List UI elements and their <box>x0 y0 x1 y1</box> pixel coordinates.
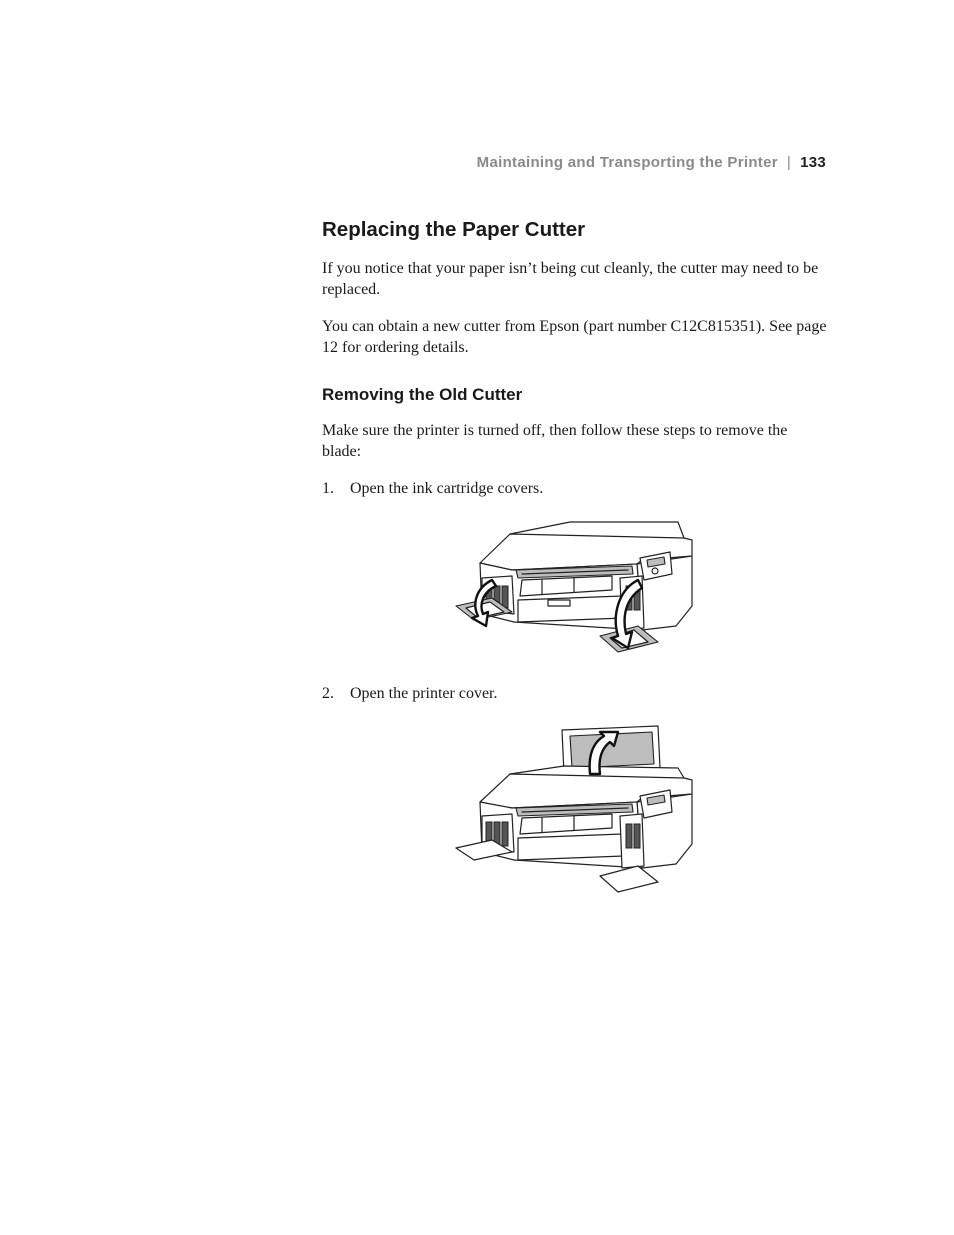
running-header <box>380 154 826 171</box>
figure-printer-cover-open <box>452 722 698 894</box>
figure-ink-covers-open <box>452 518 698 656</box>
printer-ink-covers-open-illustration-icon <box>452 518 698 656</box>
step-number: 2. <box>322 685 334 702</box>
step-text: Open the printer cover. <box>350 685 498 702</box>
running-header-separator: | <box>786 154 792 171</box>
paragraph-cutter-intro: If you notice that your paper isn’t being cut cleanly, the cutter may need to be replaced. <box>322 260 819 298</box>
step-text: Open the ink cartridge covers. <box>350 480 544 497</box>
paragraph-part-number: You can obtain a new cutter from Epson (part number C12C815351). See page 12 for ordering details. <box>322 318 827 356</box>
running-header-title: Maintaining and Transporting the Printer <box>476 154 778 171</box>
paragraph-instructions-intro: Make sure the printer is turned off, then follow these steps to remove the blade: <box>322 422 788 460</box>
section-title: Replacing the Paper Cutter <box>322 218 586 241</box>
step-number: 1. <box>322 480 334 497</box>
subsection-title: Removing the Old Cutter <box>322 385 523 404</box>
printer-cover-open-illustration-icon <box>452 722 698 894</box>
step-1 <box>322 478 543 499</box>
step-2 <box>322 683 498 704</box>
page-number: 133 <box>800 154 826 171</box>
